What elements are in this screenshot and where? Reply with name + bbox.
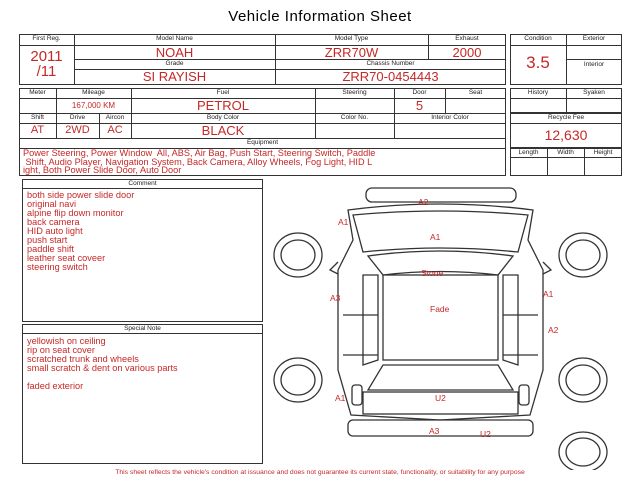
special-note-item: scratched trunk and wheels [27, 354, 139, 364]
model-name-value: NOAH [155, 45, 194, 60]
interior-color-label: Interior Color [431, 114, 469, 121]
special-note-item: yellowish on ceiling [27, 336, 106, 346]
height-label: Height [593, 149, 613, 156]
comment-item: both side power slide door [27, 190, 135, 200]
damage-hood: A1 [430, 232, 441, 242]
meter-label: Meter [29, 89, 46, 96]
comment-item: HID auto light [27, 226, 83, 236]
comment-label: Comment [128, 180, 157, 187]
car-damage-diagram [268, 180, 613, 470]
shift-label: Shift [30, 114, 44, 121]
damage-roof: Stone [421, 268, 444, 278]
special-note-item: rip on seat cover [27, 345, 95, 355]
damage-front-left: A1 [338, 217, 349, 227]
special-note-label: Special Note [124, 325, 161, 332]
comment-item: alpine flip down monitor [27, 208, 124, 218]
model-name-label: Model Name [156, 35, 193, 42]
first-reg-year: 2011 [30, 48, 63, 65]
special-note-item: small scratch & dent on various parts [27, 363, 178, 373]
door-value: 5 [415, 98, 424, 113]
sheet-title: Vehicle Information Sheet [228, 8, 412, 25]
aircon-value: AC [107, 124, 123, 136]
grade-label: Grade [165, 60, 184, 67]
comment-item: back camera [27, 217, 80, 227]
drive-label: Drive [69, 114, 86, 121]
front-bumper [366, 188, 516, 202]
special-note-item: faded exterior [27, 381, 84, 391]
color-no-label: Color No. [340, 114, 369, 121]
body-color-value: BLACK [201, 123, 245, 138]
equipment-line-1: Power Steering, Power Window All, ABS, Air Bag, Push Start, Steering Switch, Paddle [23, 148, 376, 158]
recycle-fee-label: Recycle Fee [547, 114, 585, 121]
recycle-fee-value: 12,630 [544, 127, 588, 143]
width-label: Width [557, 149, 574, 156]
comment-list [27, 191, 134, 272]
shift-value: AT [30, 124, 45, 136]
comment-item: original navi [27, 199, 77, 209]
history-label: History [527, 89, 549, 96]
mileage-label: Mileage [82, 89, 105, 96]
steering-label: Steering [342, 89, 367, 96]
equipment-line-3: ight, Both Power Slide Door, Auto Door [23, 165, 182, 175]
exhaust-label: Exhaust [455, 35, 479, 42]
condition-label: Condition [524, 35, 552, 42]
damage-rear-bumper: A3 [429, 426, 440, 436]
damage-left-side: A3 [330, 293, 341, 303]
grade-value: SI RAYISH [142, 69, 207, 84]
chassis-value: ZRR70-0454443 [342, 69, 439, 84]
door-label: Door [412, 89, 427, 96]
rear-window [368, 365, 513, 390]
mileage-value: 167,000 KM [71, 101, 116, 110]
seat-label: Seat [468, 89, 483, 96]
drive-value: 2WD [65, 124, 90, 136]
exhaust-value: 2000 [452, 45, 482, 60]
fuel-label: Fuel [216, 89, 230, 96]
hood [353, 211, 528, 252]
first-reg-month: /11 [36, 63, 57, 80]
damage-rear: U2 [435, 393, 446, 403]
special-note-list [27, 337, 178, 391]
first-reg-label: First Reg. [32, 35, 61, 42]
body-color-label: Body Color [206, 114, 240, 121]
rear-bumper [348, 420, 533, 436]
comment-item: paddle shift [27, 244, 74, 254]
damage-front: A2 [418, 197, 429, 207]
interior-label: Interior [583, 61, 605, 68]
damage-center: Fade [430, 304, 450, 314]
syaken-label: Syaken [583, 89, 605, 96]
roof [383, 275, 498, 360]
equipment-label: Equipment [246, 139, 279, 146]
equipment-line-2: Shift, Audio Player, Navigation System, Back Camera, Alloy Wheels, Fog Light, HID L [23, 157, 373, 167]
damage-right-rear-door: A2 [548, 325, 559, 335]
condition-value: 3.5 [526, 53, 550, 72]
damage-right-side: A1 [543, 289, 554, 299]
length-label: Length [518, 149, 539, 156]
comment-item: push start [27, 235, 68, 245]
fuel-value: PETROL [196, 98, 249, 113]
damage-rear-bumper-right: U2 [480, 429, 491, 439]
comment-item: steering switch [27, 262, 88, 272]
aircon-label: Aircon [105, 114, 125, 121]
model-type-label: Model Type [334, 35, 369, 42]
disclaimer: This sheet reflects the vehicle's condition at issuance and does not guarantee its current state, functionality, or suitability for any purpose [115, 469, 525, 476]
comment-item: leather seat coveer [27, 253, 106, 263]
damage-rear-left: A1 [335, 393, 346, 403]
chassis-label: Chassis Number [366, 60, 415, 67]
exterior-label: Exterior [582, 35, 606, 42]
model-type-value: ZRR70W [324, 45, 379, 60]
